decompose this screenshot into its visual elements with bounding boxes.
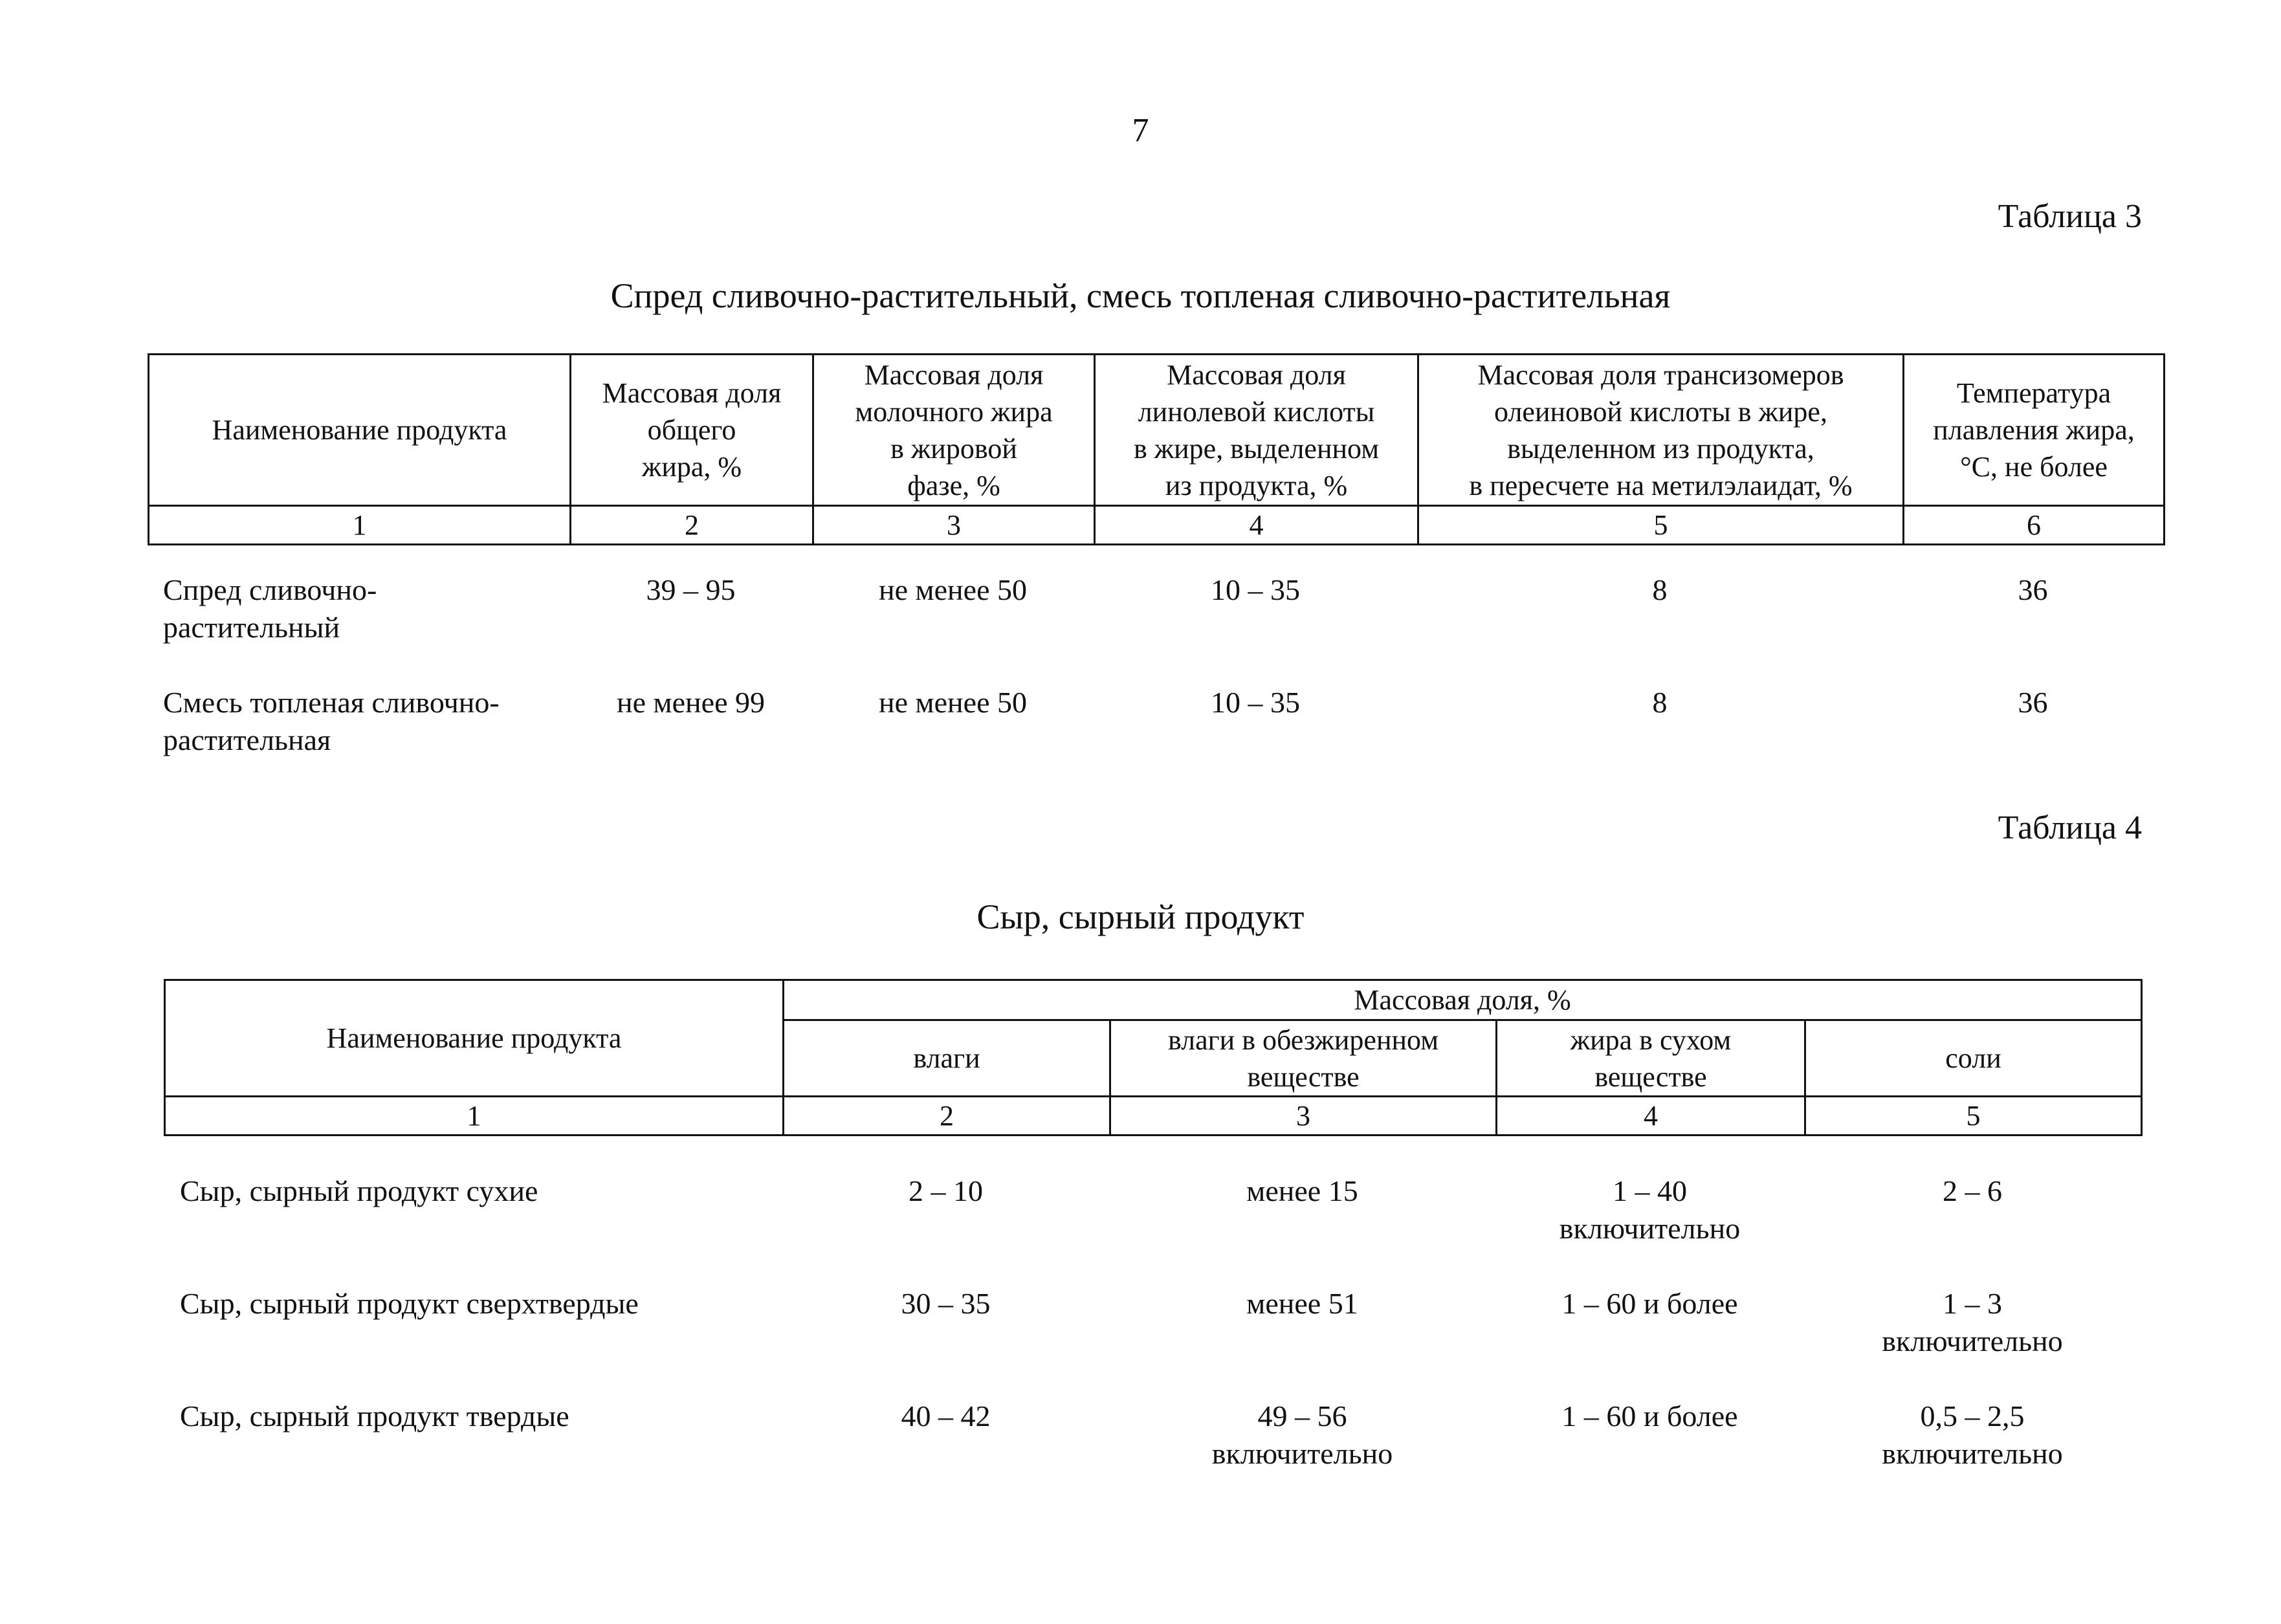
header-total-fat: Массовая доля общего жира, % [571,355,813,506]
header-product-name: Наименование продукта [149,355,571,506]
column-number: 1 [165,1097,784,1136]
table-3-row-1-total-fat: 39 – 95 [646,573,736,606]
table-3-row-1-linoleic: 10 – 35 [1211,573,1300,606]
table-4-row-2-salt: 1 – 3 включительно [1882,1287,2063,1357]
table-3-row-1-milk-fat: не менее 50 [878,573,1027,606]
header-fat-in-dry: жира в сухом веществе [1497,1020,1805,1097]
column-number: 1 [149,506,571,545]
table-4-row-3-moisture-fat-free: 49 – 56 включительно [1211,1399,1393,1470]
table-4-row-2-fat-in-dry: 1 – 60 и более [1561,1287,1738,1320]
table-4-row-3-moisture: 40 – 42 [901,1399,991,1432]
table-4-row-2-name: Сыр, сырный продукт сверхтвердые [180,1287,639,1320]
table-4-row-3-fat-in-dry: 1 – 60 и более [1561,1399,1738,1432]
table-4-row-1-moisture: 2 – 10 [909,1174,983,1207]
table-4-row-2-moisture-fat-free: менее 51 [1246,1287,1358,1320]
header-linoleic-acid: Массовая доля линолевой кислоты в жире, выделенном из продукта, % [1095,355,1418,506]
header-salt: соли [1805,1020,2142,1097]
column-number: 5 [1805,1097,2142,1136]
table-4-row-1-salt: 2 – 6 [1943,1174,2002,1207]
column-number: 2 [784,1097,1110,1136]
table-4-header [164,979,2143,1136]
table-3-row-2-milk-fat: не менее 50 [878,686,1027,719]
table-3-row-1-melting: 36 [2018,573,2048,606]
table-4-row-3-salt: 0,5 – 2,5 включительно [1882,1399,2063,1470]
header-moisture: влаги [784,1020,1110,1097]
column-number: 3 [813,506,1095,545]
header-milk-fat: Массовая доля молочного жира в жировой фазе, % [813,355,1095,506]
table-4-row-1-moisture-fat-free: менее 15 [1246,1174,1358,1207]
table-4-row-2-moisture: 30 – 35 [901,1287,991,1320]
table-3-label: Таблица 3 [1998,198,2142,235]
table-3-row-2-name: Смесь топленая сливочно- растительная [163,686,500,756]
table-3-header [148,353,2165,545]
header-trans-isomers: Массовая доля трансизомеров олеиновой кислоты в жире, выделенном из продукта, в пересчете на метилэлаидат, % [1418,355,1904,506]
table-3-row-1-name: Спред сливочно- растительный [163,573,377,644]
table-3-row-1-trans: 8 [1652,573,1668,606]
table-3-row-2-trans: 8 [1652,686,1668,719]
table-4-title: Сыр, сырный продукт [976,897,1305,936]
table-3-row-2-total-fat: не менее 99 [616,686,765,719]
column-number: 3 [1110,1097,1497,1136]
table-3-title: Спред сливочно-растительный, смесь топленая сливочно-растительная [610,276,1671,315]
header-moisture-fat-free: влаги в обезжиренном веществе [1110,1020,1497,1097]
table-4-label: Таблица 4 [1998,809,2142,846]
header-product-name: Наименование продукта [165,980,784,1097]
table-4-row-3-name: Сыр, сырный продукт твердые [180,1399,569,1432]
table-4-row-1-fat-in-dry: 1 – 40 включительно [1559,1174,1741,1245]
column-number: 2 [571,506,813,545]
column-number: 5 [1418,506,1904,545]
table-3-row-2-melting: 36 [2018,686,2048,719]
table-4-row-1-name: Сыр, сырный продукт сухие [180,1174,538,1207]
header-melting-temp: Температура плавления жира, °С, не более [1904,355,2165,506]
column-number: 4 [1095,506,1418,545]
column-number: 6 [1904,506,2165,545]
column-number: 4 [1497,1097,1805,1136]
header-mass-fraction-group: Массовая доля, % [784,980,2142,1020]
page-number: 7 [1132,112,1149,149]
table-3-row-2-linoleic: 10 – 35 [1211,686,1300,719]
